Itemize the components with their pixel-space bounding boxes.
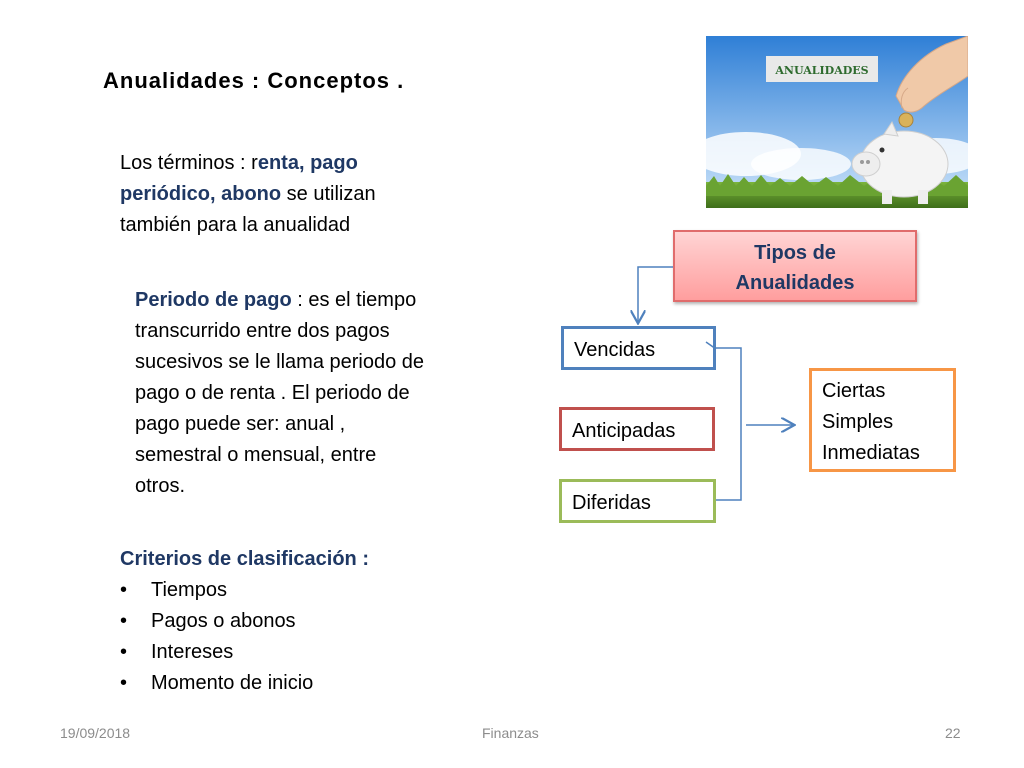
list-item: • Tiempos [120, 575, 440, 606]
ciertas-box [809, 368, 956, 472]
inmediatas-line: Inmediatas [822, 442, 920, 464]
periodo-tail: : es el tiempo transcurrido entre dos pagos sucesivos se le llama periodo de pago o de renta . El periodo de pago puede ser: anual , semestral o mensual, entre otros. [135, 289, 425, 497]
terms-tail: se utilizan también para la anualidad [120, 183, 376, 236]
footer-page-number: 22 [945, 725, 961, 741]
tipos-line2: Anualidades [735, 272, 855, 294]
vencidas-box: Vencidas [561, 326, 716, 370]
ciertas-line: Ciertas [822, 380, 886, 402]
terms-lead: Los términos : r [120, 152, 258, 174]
periodo-highlight: Periodo de pago [135, 289, 292, 311]
anticipadas-box: Anticipadas [559, 407, 715, 451]
group-bracket [716, 348, 741, 500]
footer-title: Finanzas [482, 725, 539, 741]
list-item: • Intereses [120, 637, 440, 668]
tipos-to-vencidas-arrow [638, 267, 673, 322]
terms-highlight: enta, pago periódico, abono [120, 152, 358, 205]
diferidas-box: Diferidas [559, 479, 716, 523]
list-item: • Momento de inicio [120, 668, 440, 699]
criteria-heading: Criterios de clasificación : [120, 548, 369, 570]
image-banner-text: ANUALIDADES [775, 64, 869, 77]
list-item: • Pagos o abonos [120, 606, 440, 637]
footer-date: 19/09/2018 [60, 725, 131, 741]
tipos-line1: Tipos de [754, 242, 836, 264]
slide-title: Anualidades : Conceptos . [103, 68, 405, 93]
simples-line: Simples [822, 411, 894, 433]
